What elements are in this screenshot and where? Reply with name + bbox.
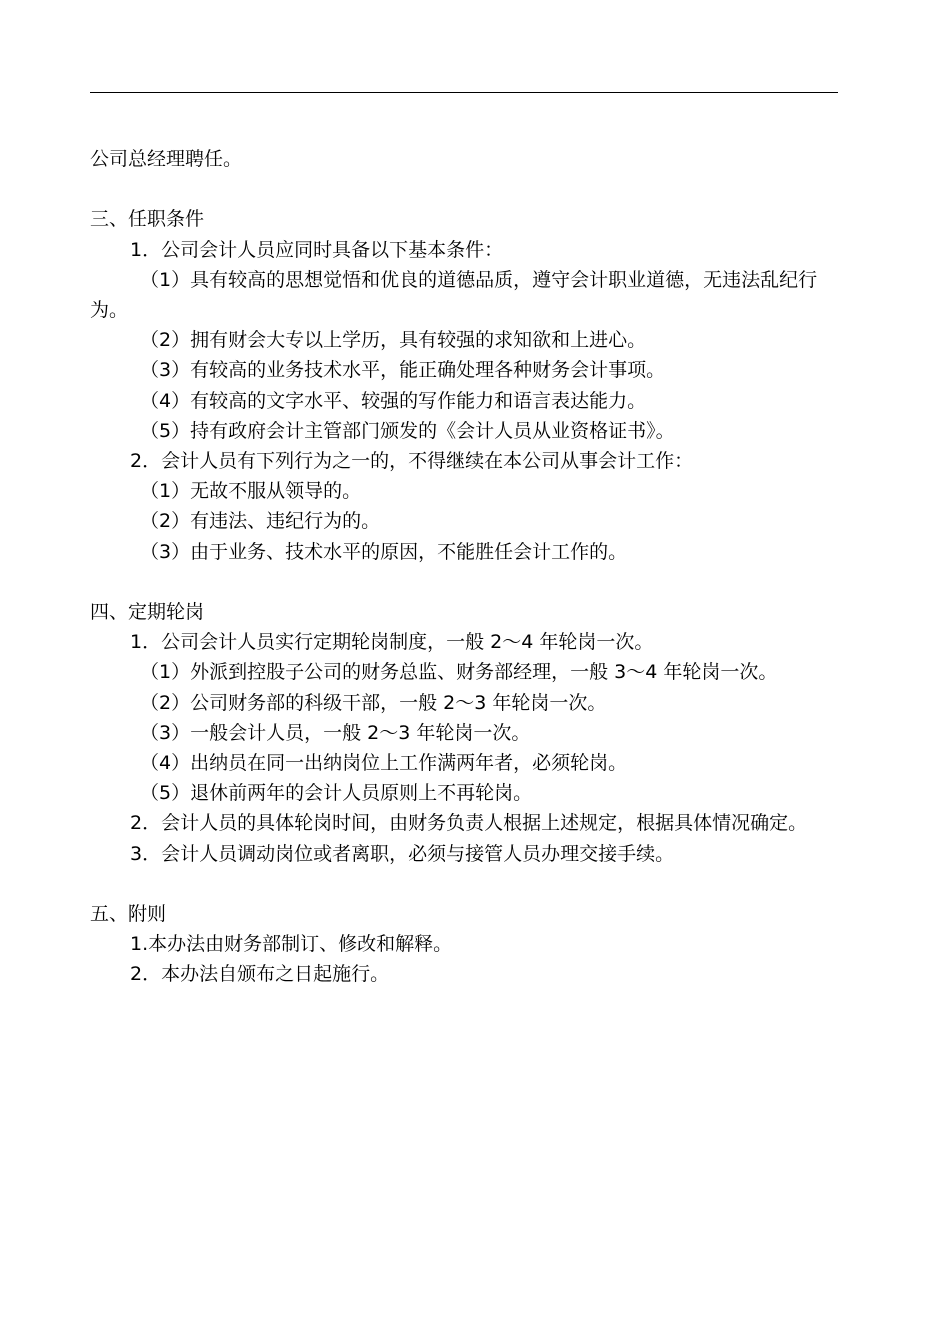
header-rule <box>90 92 838 93</box>
section-heading-rotation: 四、定期轮岗 <box>90 601 205 624</box>
rotation-sub-4: （4）出纳员在同一出纳岗位上工作满两年者，必须轮岗。 <box>140 752 628 775</box>
qualification-sub-1: （1）具有较高的思想觉悟和优良的道德品质，遵守会计职业道德，无违法乱纪行为。 <box>90 268 818 321</box>
section-gap <box>90 869 840 899</box>
qualification-item-1: 1．公司会计人员应同时具备以下基本条件： <box>130 238 504 261</box>
intro-paragraph: 公司总经理聘任。 <box>90 148 243 170</box>
section-gap <box>90 567 840 597</box>
appendix-item-1: 1.本办法由财务部制订、修改和解释。 <box>130 933 453 956</box>
rotation-item-2: 2．会计人员的具体轮岗时间，由财务负责人根据上述规定，根据具体情况确定。 <box>130 812 808 835</box>
qualification-sub-2: （2）拥有财会大专以上学历，具有较强的求知欲和上进心。 <box>140 329 647 352</box>
section-heading-appendix: 五、附则 <box>90 903 167 926</box>
rotation-sub-3: （3）一般会计人员，一般 2～3 年轮岗一次。 <box>140 721 531 744</box>
rotation-sub-5: （5）退休前两年的会计人员原则上不再轮岗。 <box>140 782 533 805</box>
document-body <box>90 144 840 990</box>
rotation-item-1: 1．公司会计人员实行定期轮岗制度，一般 2～4 年轮岗一次。 <box>130 631 654 654</box>
section-gap <box>90 174 840 204</box>
qualification-sub-3: （3）有较高的业务技术水平，能正确处理各种财务会计事项。 <box>140 359 666 382</box>
qualification-sub-4: （4）有较高的文字水平、较强的写作能力和语言表达能力。 <box>140 389 647 412</box>
section-heading-qualifications: 三、任职条件 <box>90 208 205 231</box>
rotation-sub-1: （1）外派到控股子公司的财务总监、财务部经理，一般 3～4 年轮岗一次。 <box>140 661 778 684</box>
disqualification-item-2: 2．会计人员有下列行为之一的，不得继续在本公司从事会计工作： <box>130 450 694 473</box>
disqualification-sub-3: （3）由于业务、技术水平的原因，不能胜任会计工作的。 <box>140 540 628 563</box>
disqualification-sub-2: （2）有违法、违纪行为的。 <box>140 510 381 533</box>
qualification-sub-5: （5）持有政府会计主管部门颁发的《会计人员从业资格证书》。 <box>140 419 675 442</box>
appendix-item-2: 2．本办法自颁布之日起施行。 <box>130 963 390 986</box>
disqualification-sub-1: （1）无故不服从领导的。 <box>140 480 362 503</box>
rotation-sub-2: （2）公司财务部的科级干部，一般 2～3 年轮岗一次。 <box>140 691 607 714</box>
rotation-item-3: 3．会计人员调动岗位或者离职，必须与接管人员办理交接手续。 <box>130 842 675 865</box>
